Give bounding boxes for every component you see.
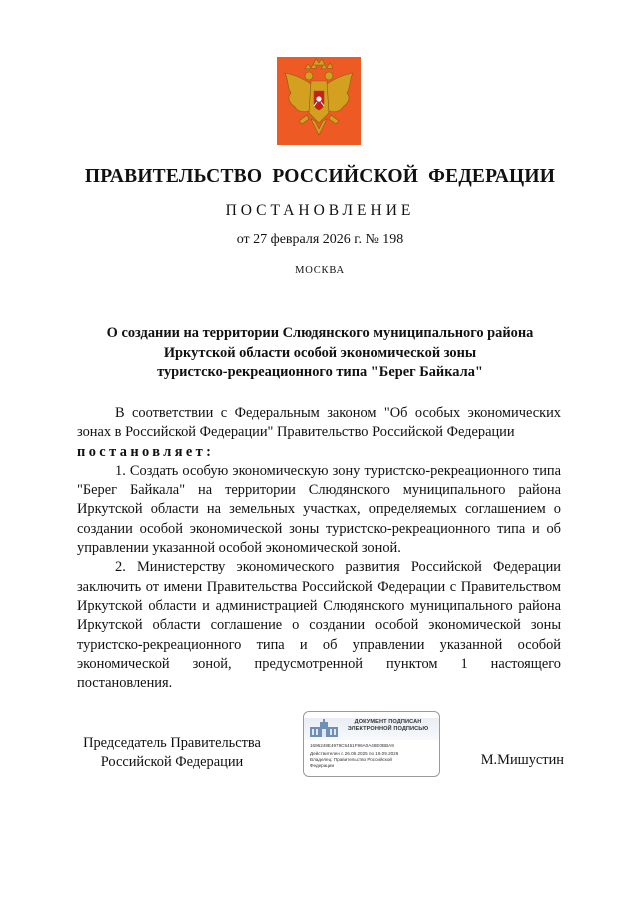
stamp-validity: Действителен с 26.06.2025 по 19.09.2026	[310, 751, 399, 756]
date-and-number: от 27 февраля 2026 г. № 198	[236, 232, 404, 247]
decree-title-line: Иркутской области особой экономической зоны	[163, 344, 477, 361]
document-type: ПОСТАНОВЛЕНИЕ	[225, 202, 415, 219]
signer-position-line: Председатель Правительства	[83, 735, 261, 751]
russian-coat-of-arms-icon	[277, 57, 361, 145]
stamp-certificate: 1696248E4979C5451F96A0A48E0BBA9	[310, 743, 394, 748]
government-title: ПРАВИТЕЛЬСТВО РОССИЙСКОЙ ФЕДЕРАЦИИ	[84, 166, 556, 187]
resolves-word: постановляет:	[77, 443, 215, 460]
stamp-owner: Владелец: Правительство Российской	[310, 757, 392, 762]
item-1-paragraph: 1. Создать особую экономическую зону туристско-рекреационного типа "Берег Байкала" на территории Слюдянского муниципального района Иркутской области на земельных участках, определяемых соглашением о создании особой экономической зоны туристско-рекреационного типа и об управлении указанной особой экономической зоной.	[77, 462, 561, 557]
electronic-signature-stamp	[303, 711, 440, 777]
stamp-title: ДОКУМЕНТ ПОДПИСАН ЭЛЕКТРОННОЙ ПОДПИСЬЮ	[347, 719, 429, 732]
stamp-owner: Федерации	[310, 763, 335, 768]
signer-name: М.Мишустин	[480, 752, 564, 768]
government-building-icon	[309, 719, 339, 739]
city-name: МОСКВА	[295, 265, 345, 276]
decree-body	[77, 404, 561, 693]
decree-title-line: О создании на территории Слюдянского муниципального района	[106, 325, 534, 341]
signer-position	[72, 734, 272, 773]
decree-title	[70, 324, 570, 383]
signer-position-line: Российской Федерации	[100, 754, 244, 771]
item-2-paragraph: 2. Министерству экономического развития Российской Федерации заключить от имени Правительства Российской Федерации с Правительством Иркутской области и администрацией Слюдянского муниципального района Иркутской области соглашение о создании особой экономической зоны туристско-рекреационного типа и об управлении указанной особой экономической зоной, предусмотренной пунктом 1 настоящего постановления.	[77, 559, 561, 692]
decree-title-line: туристско-рекреационного типа "Берег Байкала"	[157, 364, 483, 380]
preamble-paragraph: В соответствии с Федеральным законом "Об особых экономических зонах в Российской Федерации" Правительство Российской Федерации	[77, 405, 561, 441]
